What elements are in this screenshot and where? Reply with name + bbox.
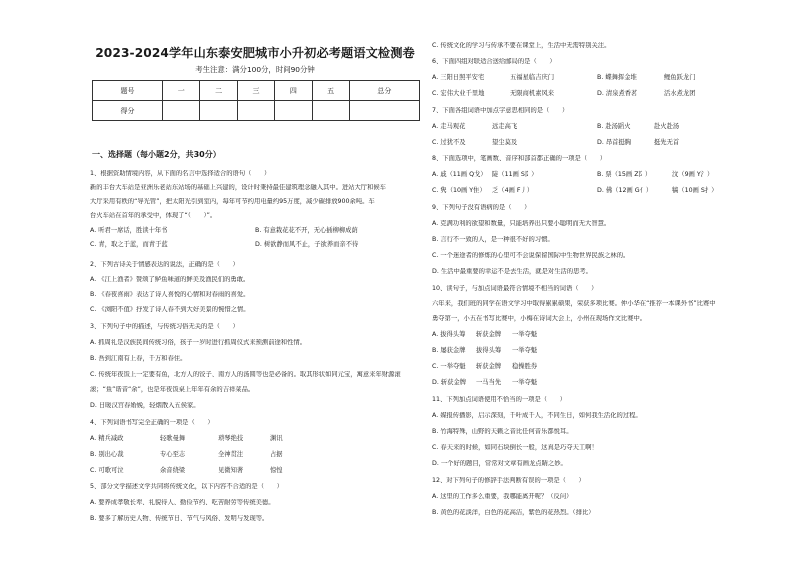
option[interactable]: C. 过犹不及	[432, 139, 466, 146]
question-text: 6、下面四组对联适合送给邮局的是（ ）	[432, 58, 556, 65]
question-passage: 六年来，我们班的同学在语文学习中取得累累硕果，荣获多项比赛。仲小华在“推荐一本课外书”比赛中	[432, 300, 716, 307]
question-text: 8、下面选项中，笔画数、音序和部首都正确的一项是（ ）	[432, 155, 607, 162]
option-row	[90, 467, 420, 475]
option[interactable]: C. 青，取之于蓝，而青于蓝	[90, 241, 168, 248]
option-word: 一马当先	[476, 379, 502, 386]
option-word: 惊惶	[270, 467, 283, 474]
question-text: 9、下列句子没有语病的是（ ）	[432, 204, 531, 211]
option[interactable]: A. 走马观花	[432, 123, 466, 130]
score-cell[interactable]	[200, 101, 237, 121]
option[interactable]: B. 黄色的花淡洋，白色的花高洁，紫色的花热烈。（排比）	[432, 509, 595, 516]
option[interactable]: D. 一个好的题目，常常对文章有画龙点睛之妙。	[432, 460, 567, 467]
option-row	[432, 74, 762, 82]
option[interactable]: D. 生活中最重要的幸运不是去生活，就是对生活的思考。	[432, 268, 592, 275]
option-row	[432, 123, 762, 131]
option-word: 犒（10画 S扌）	[672, 187, 718, 194]
option[interactable]: C. 一个迷途者的修炼的心里可不会说保留国际中生物世界民族之林的。	[432, 252, 630, 259]
score-row-label: 得分	[93, 101, 163, 121]
option-word: 见微知著	[218, 467, 244, 474]
option-word: 全神贯注	[218, 451, 244, 458]
option[interactable]: A. 要养成孝敬长辈、礼貌待人、勤俭节约、吃苦耐劳等传统美德。	[90, 499, 275, 506]
score-cell[interactable]	[312, 101, 349, 121]
option-word: 挺先无首	[654, 139, 680, 146]
option-word: 一举夺魁	[512, 347, 538, 354]
option[interactable]: A. 媒报传播影，启示深刻，千叶成千人，不同生日，如何我生活化的过程。	[432, 412, 642, 419]
option-word: 斩获金牌	[476, 331, 502, 338]
option-word: 占据	[270, 451, 283, 458]
score-cell[interactable]	[349, 101, 419, 121]
exam-notice: 考生注意：满分100分，时间90分钟	[195, 65, 315, 74]
option-word: 陡（11画 S阝）	[492, 171, 538, 178]
option[interactable]: D. 佛（12画 G亻）	[597, 187, 653, 194]
score-table-score-row	[93, 101, 420, 121]
option[interactable]: D. 斩获金牌	[432, 379, 467, 386]
option[interactable]: C. 可歌可泣	[90, 467, 124, 474]
question-text: 新的丰台大车站是亚洲乐老站东站场的基础上兴建的，设计时秉持最佳建筑理念融入其中。进站大厅和候车	[90, 184, 386, 191]
section-heading: 一、选择题（每小题2分，共30分）	[92, 150, 221, 159]
option[interactable]: A. 戚（11画 Q戈）	[432, 171, 487, 178]
option-row	[432, 171, 762, 179]
option[interactable]: B. 《春夜喜雨》表达了诗人喜悦的心情和对春雨的喜爱。	[90, 291, 250, 298]
option[interactable]: A. 抓周礼是汉族民间传统习俗，孩子一岁时进行抓周仪式来预测前途和性情。	[90, 339, 306, 346]
option-row	[432, 363, 762, 371]
option[interactable]: B. 别出心裁	[90, 451, 124, 458]
option-word: 活水煮龙团	[664, 90, 696, 97]
option-row	[432, 90, 762, 98]
option[interactable]: B. 屡获金牌	[432, 347, 466, 354]
option[interactable]: D. 清泉煮香茗	[597, 90, 638, 97]
option[interactable]: C. 传统文化的学习与传承不要在课堂上，生活中无需特别关注。	[432, 42, 611, 49]
option[interactable]: B. 吾到江南有上春，千万和春住。	[90, 355, 187, 362]
score-header-cell: 五	[312, 81, 349, 101]
score-header-cell: 二	[200, 81, 237, 101]
score-table-header-row	[93, 81, 420, 101]
option[interactable]: A. 克满功利的欲望和数量，只能培养出只要小聪明而无大智慧。	[432, 220, 611, 227]
option[interactable]: C. 宏伟大业千里地	[432, 90, 485, 97]
option-word: 专心至志	[160, 451, 186, 458]
option[interactable]: D. 树欲静而风不止，子欲养而亲不待	[255, 241, 359, 248]
question-text: 7、下面各组词语中加点字意思相同的是（ ）	[432, 107, 569, 114]
question-text: 1、根据资助情境内容，从下面的名言中选择适合的语句（ ）	[90, 170, 271, 177]
option[interactable]: B. 要多了解历史人物、传统节日、节气与风俗、发明与发现等。	[90, 515, 269, 522]
option-word: 渊讯	[270, 435, 283, 442]
question-text: 4、下列词语书写完全正确的一项是（ ）	[90, 419, 214, 426]
option-word: 乏（4画 F丿）	[492, 187, 534, 194]
question-text: 11、下列加点词语使用不恰当的一项是（ ）	[432, 396, 566, 403]
question-passage: 勇夺第一，小五在书写比赛中，小梅在诗词大会上，小州在现场作文比赛中。	[432, 315, 647, 322]
option-word: 无限商机素风来	[510, 90, 555, 97]
option[interactable]: C. 隽（10画 Y隹）	[432, 187, 486, 194]
option[interactable]: A. 拔得头筹	[432, 331, 466, 338]
option-word: 望尘莫及	[492, 139, 518, 146]
option-row	[90, 241, 420, 249]
option-word: 琐琴绝技	[218, 435, 244, 442]
option[interactable]: B. 票（15画 Z阝）	[597, 171, 652, 178]
option[interactable]: A. 三阳日照平安宅	[432, 74, 485, 81]
question-text: 5、部分文学描述文学共同将传统文化，以下内容不合适的是（ ）	[90, 483, 283, 490]
score-header-cell: 三	[237, 81, 274, 101]
option-row	[432, 379, 762, 387]
option[interactable]: A. 《江上渔者》赞颂了鲈鱼味道的鲜美及渔民们的勇敢。	[90, 276, 250, 283]
option[interactable]: C. 传统年夜饭上一定要有鱼，北方人的饺子、南方人的汤圆等也是必备的。取其形状如同元宝，寓意来年财源滚	[90, 371, 401, 378]
question-text: 大厅采用有秩的“导光管”，把太阳光引到室内，每年可节约用电量约95万度，减少碳排放900余吨。车	[90, 198, 375, 205]
option-row	[90, 227, 420, 235]
page-title: 2023-2024学年山东泰安肥城市小升初必考题语文检测卷	[95, 46, 415, 60]
option-word: 拔得头筹	[476, 347, 502, 354]
option[interactable]: D. 日暖汉宫春婚娩，轻烟散入五侯家。	[90, 402, 200, 409]
score-table	[92, 80, 420, 121]
option-word: 稳操胜券	[512, 363, 538, 370]
score-header-cell: 一	[163, 81, 200, 101]
option-word: 鲤鱼跃龙门	[664, 74, 696, 81]
option-word: 一举夺魁	[512, 379, 538, 386]
option[interactable]: C. 春天来的时候，如同石块倒长一般，这真是巧夺天工啊！	[432, 444, 598, 451]
option[interactable]: B. 竹海特殊，山野的天籁之音比任何音乐都悦耳。	[432, 428, 573, 435]
option-word: 赴火赴汤	[654, 123, 680, 130]
option[interactable]: D. 昂首挺胸	[597, 139, 632, 146]
option-row	[432, 139, 762, 147]
option-word: 汶（9画 Y氵）	[672, 171, 714, 178]
option-word: 远走高飞	[492, 123, 518, 130]
option-word: 斩获金牌	[476, 363, 502, 370]
option[interactable]: A. 这里的工作多么重要，我哪能离开呢？（反问）	[432, 493, 573, 500]
question-text: 3、下列句子中的描述，与传统习俗无关的是（ ）	[90, 323, 239, 330]
option-word: 一举夺魁	[512, 331, 538, 338]
question-text: 10、读句子，与加点词语最符合情境不相当的词语（ ）	[432, 285, 598, 292]
option-row	[90, 435, 420, 443]
score-cell[interactable]	[275, 101, 312, 121]
option[interactable]: A. 听君一席话，胜读十年书	[90, 227, 168, 234]
score-cell[interactable]	[163, 101, 200, 121]
option-row	[432, 187, 762, 195]
option-row	[90, 451, 420, 459]
option-word: 余音绕梁	[160, 467, 186, 474]
option[interactable]: B. 蝶舞挥金堆	[597, 74, 637, 81]
option-row	[432, 347, 762, 355]
question-text: 12、对下列句子的修辞手法判断有误的一项是（ ）	[432, 477, 585, 484]
score-header-cell: 题号	[93, 81, 163, 101]
question-text: 台火车站在首年的承受中，体现了“（ ）”。	[90, 212, 217, 219]
option-continued: 滚；“鱼”谐音“余”，也是年夜饭桌上年年有余的吉祥菜品。	[90, 386, 255, 393]
option[interactable]: B. 言行不一致的人，是一种很不好的习惯。	[432, 236, 554, 243]
option[interactable]: A. 精兵减政	[90, 435, 124, 442]
score-cell[interactable]	[237, 101, 274, 121]
option-word: 五福星临吉庆门	[510, 74, 555, 81]
option-word: 轻歌曼舞	[160, 435, 186, 442]
question-text: 2、下列古诗关于情感表达的说法，正确的是（ ）	[90, 261, 239, 268]
option-row	[432, 331, 762, 339]
option[interactable]: C. 《浏阳不值》抒发了诗人春不到大好美景的惋惜之情。	[90, 306, 250, 313]
option[interactable]: B. 赴汤蹈火	[597, 123, 631, 130]
option[interactable]: B. 有意栽花花不开，无心插柳柳成荫	[255, 227, 358, 234]
score-header-cell: 四	[275, 81, 312, 101]
option[interactable]: C. 一举夺魁	[432, 363, 466, 370]
score-header-cell: 总分	[349, 81, 419, 101]
